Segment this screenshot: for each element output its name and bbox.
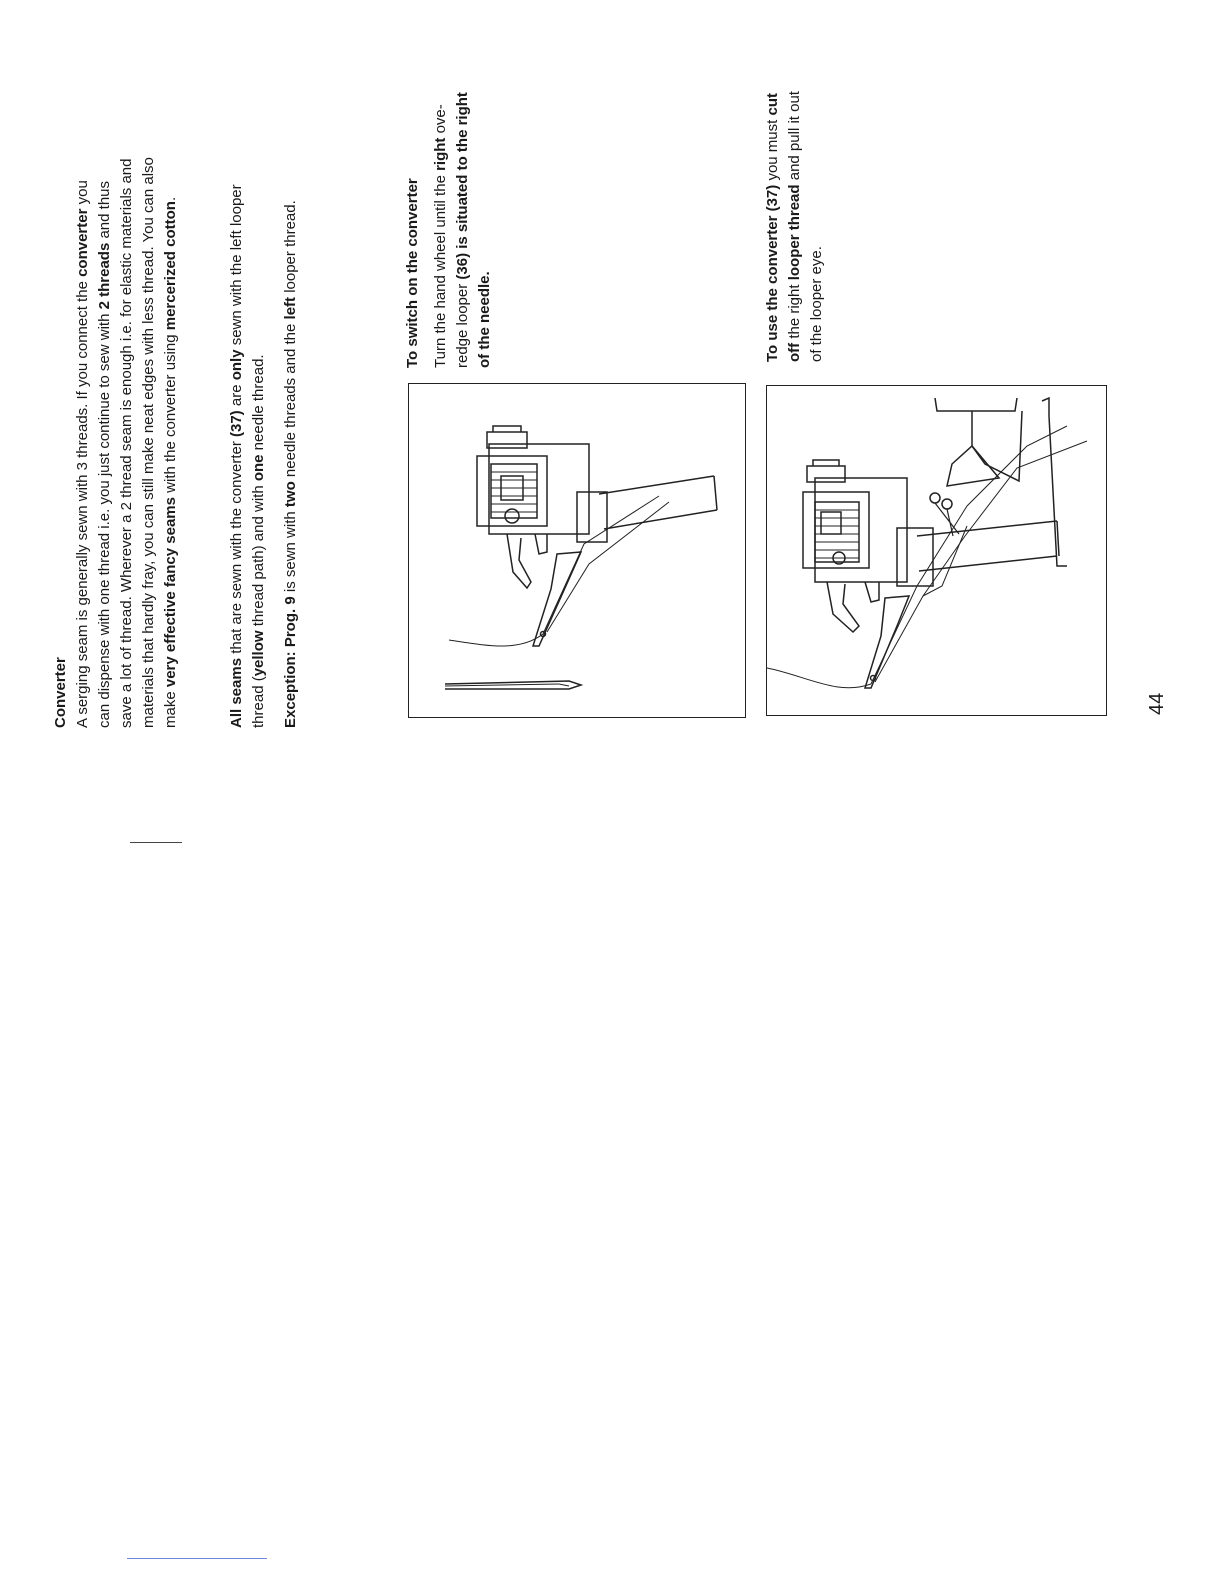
converter-p1-line1: A serging seam is generally sewn with 3 threads. If you connect the converter you <box>74 180 91 728</box>
page-number: 44 <box>1146 692 1168 715</box>
switch-on-heading: To switch on the converter <box>404 178 421 368</box>
converter-p1-line3: save a lot of thread. Wherever a 2 thread seam is enough i.e. for elastic materials and <box>118 158 135 728</box>
switch-on-illustration <box>409 384 745 717</box>
switch-on-line2: redge looper (36) is situated to the right <box>454 92 471 368</box>
figure-use-converter <box>766 385 1107 716</box>
switch-on-line1: Turn the hand wheel until the right ove- <box>432 104 449 368</box>
use-converter-illustration <box>767 386 1106 715</box>
switch-on-line3: of the needle. <box>476 271 493 368</box>
converter-p2-line2: thread (yellow thread path) and with one needle thread. <box>250 354 267 728</box>
use-converter-section <box>762 91 828 362</box>
converter-heading: Converter <box>52 657 69 728</box>
converter-p1-line2: can dispense with one thread i.e. you just continue to sew with 2 threads and thus <box>96 180 113 728</box>
scan-underline-artifact <box>127 1558 267 1559</box>
figure-switch-on-converter <box>408 383 746 718</box>
use-converter-line2: off the right looper thread and pull it out <box>786 91 803 362</box>
converter-section <box>50 157 302 728</box>
switch-on-section <box>402 92 496 368</box>
converter-p1-line5: make very effective fancy seams with the converter using mercerized cotton. <box>162 196 179 728</box>
converter-p1-line4: materials that hardly fray, you can still make neat edges with less thread. You can also <box>140 157 157 728</box>
converter-p2-line1: All seams that are sewn with the converter (37) are only sewn with the left looper <box>228 184 245 728</box>
converter-exception: Exception: Prog. 9 is sewn with two needle threads and the left looper thread. <box>282 200 299 728</box>
use-converter-line1: To use the converter (37) you must cut <box>764 93 781 362</box>
use-converter-line3: of the looper eye. <box>808 246 825 362</box>
scan-line-artifact <box>130 842 182 843</box>
